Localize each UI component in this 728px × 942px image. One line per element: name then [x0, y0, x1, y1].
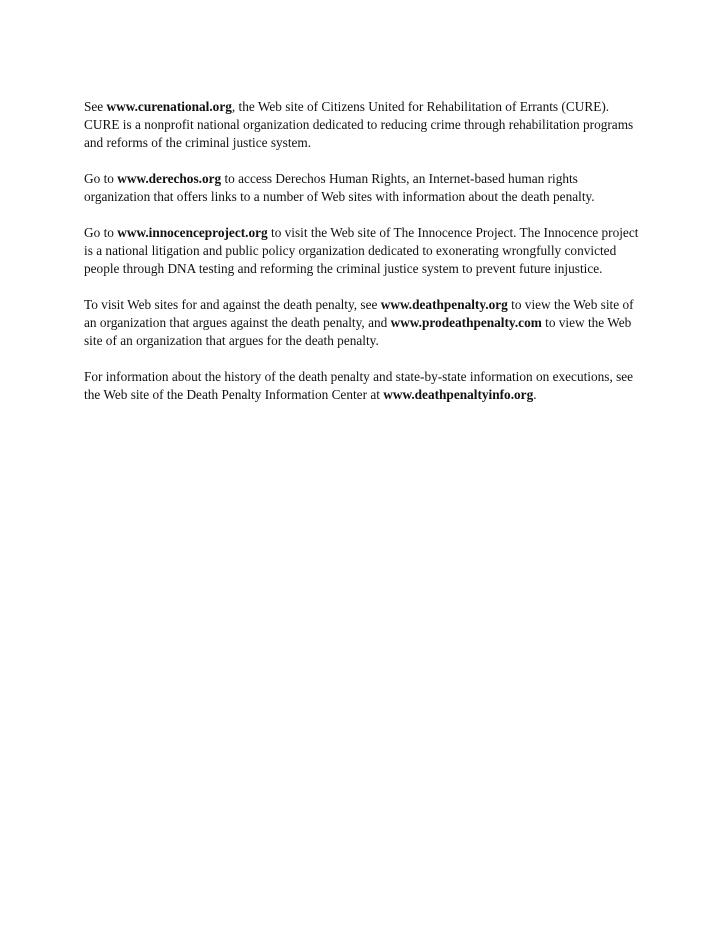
url-curenational: www.curenational.org [106, 99, 232, 114]
text-segment: . [533, 387, 537, 402]
text-segment: To visit Web sites for and against the death penalty, see [84, 297, 381, 312]
document-body [84, 98, 646, 422]
paragraph-for-against [84, 296, 646, 350]
text-segment: to view the Web site of an organization that argues against the death penalty, and [84, 297, 634, 330]
text-segment: For information about the history of the death penalty and state-by-state information on executions, see the Web site of the Death Penalty Information Center at [84, 369, 634, 402]
paragraph-innocence [84, 224, 646, 278]
url-prodeathpenalty: www.prodeathpenalty.com [390, 315, 542, 330]
paragraph-dpic [84, 368, 646, 404]
url-deathpenalty: www.deathpenalty.org [380, 297, 508, 312]
text-segment: , the Web site of Citizens United for Rehabilitation of Errants (CURE). CURE is a nonprofit national organization dedicated to reducing crime through rehabilitation programs and reforms of the criminal justice system. [84, 99, 634, 150]
paragraph-derechos [84, 170, 646, 206]
text-segment: to visit the Web site of The Innocence Project. The Innocence project is a national litigation and public policy organization dedicated to exonerating wrongfully convicted people through DNA testing and reforming the criminal justice system to prevent future injustice. [84, 225, 639, 276]
text-segment: to view the Web site of an organization that argues for the death penalty. [84, 315, 632, 348]
text-segment: Go to [84, 171, 118, 186]
url-deathpenaltyinfo: www.deathpenaltyinfo.org [383, 387, 534, 402]
text-segment: to access Derechos Human Rights, an Internet-based human rights organization that offers links to a number of Web sites with information about the death penalty. [84, 171, 595, 204]
paragraph-cure [84, 98, 646, 152]
url-innocenceproject: www.innocenceproject.org [117, 225, 268, 240]
text-segment: See [84, 99, 107, 114]
text-segment: Go to [84, 225, 118, 240]
url-derechos: www.derechos.org [117, 171, 222, 186]
